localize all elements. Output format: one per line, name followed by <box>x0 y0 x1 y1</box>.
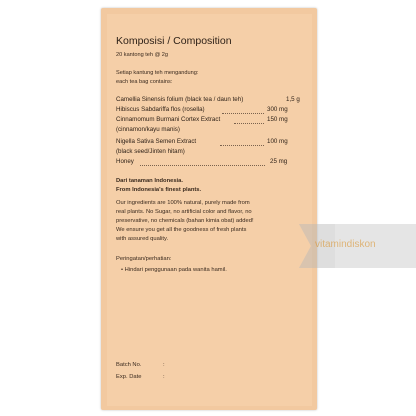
ingredient-leader <box>220 145 264 146</box>
warning-item: • Hindari penggunaan pada wanita hamil. <box>121 267 227 273</box>
ingredient-name: Cinnamomum Burmani Cortex Extract <box>116 116 221 123</box>
intro-line-1: Setiap kantung teh mengandung: <box>116 70 199 76</box>
ingredient-amount: 25 mg <box>270 158 288 165</box>
batch-separator: : <box>163 362 165 368</box>
origin-line-1: Dari tanaman Indonesia. <box>116 178 184 184</box>
ingredient-amount: 1,5 g <box>286 96 300 103</box>
description-line: Our ingredients are 100% natural, purely made from <box>116 200 250 206</box>
batch-label: Batch No. <box>116 362 142 368</box>
ingredient-name: Camellia Sinensis folium (black tea / daun teh) <box>116 96 244 103</box>
description-line: We ensure you get all the goodness of fresh plants <box>116 227 247 233</box>
pack-info: 20 kantong teh @ 2g <box>116 52 169 58</box>
ingredient-name: Honey <box>116 158 134 165</box>
ingredient-amount: 300 mg <box>267 106 288 113</box>
description-line: real plants. No Sugar, no artificial color and flavor, no <box>116 209 252 215</box>
intro-line-2: each tea bag contains: <box>116 79 173 85</box>
description-line: preservative, no chemicals (bahan kimia obat) added! <box>116 218 254 224</box>
warning-title: Peringatan/perhatian: <box>116 256 172 262</box>
ingredient-amount: 150 mg <box>267 116 288 123</box>
description-line: with assured quality. <box>116 236 169 242</box>
ingredient-name-2: (cinnamon/kayu manis) <box>116 126 180 133</box>
exp-date-label: Exp. Date <box>116 374 142 380</box>
ingredient-leader <box>222 113 264 114</box>
ingredient-name-2: (black seed/Jinten hitam) <box>116 148 185 155</box>
exp-date-separator: : <box>163 374 165 380</box>
composition-title: Komposisi / Composition <box>116 35 232 47</box>
ingredient-leader <box>140 165 265 166</box>
ingredient-name: Nigella Sativa Semen Extract <box>116 138 197 145</box>
ingredient-amount: 100 mg <box>267 138 288 145</box>
watermark-text: vitamindiskon <box>315 239 376 250</box>
ingredient-leader <box>234 123 264 124</box>
ingredient-name: Hibiscus Sabdariffa flos (rosella) <box>116 106 205 113</box>
origin-line-2: From Indonesia's finest plants. <box>116 187 202 193</box>
